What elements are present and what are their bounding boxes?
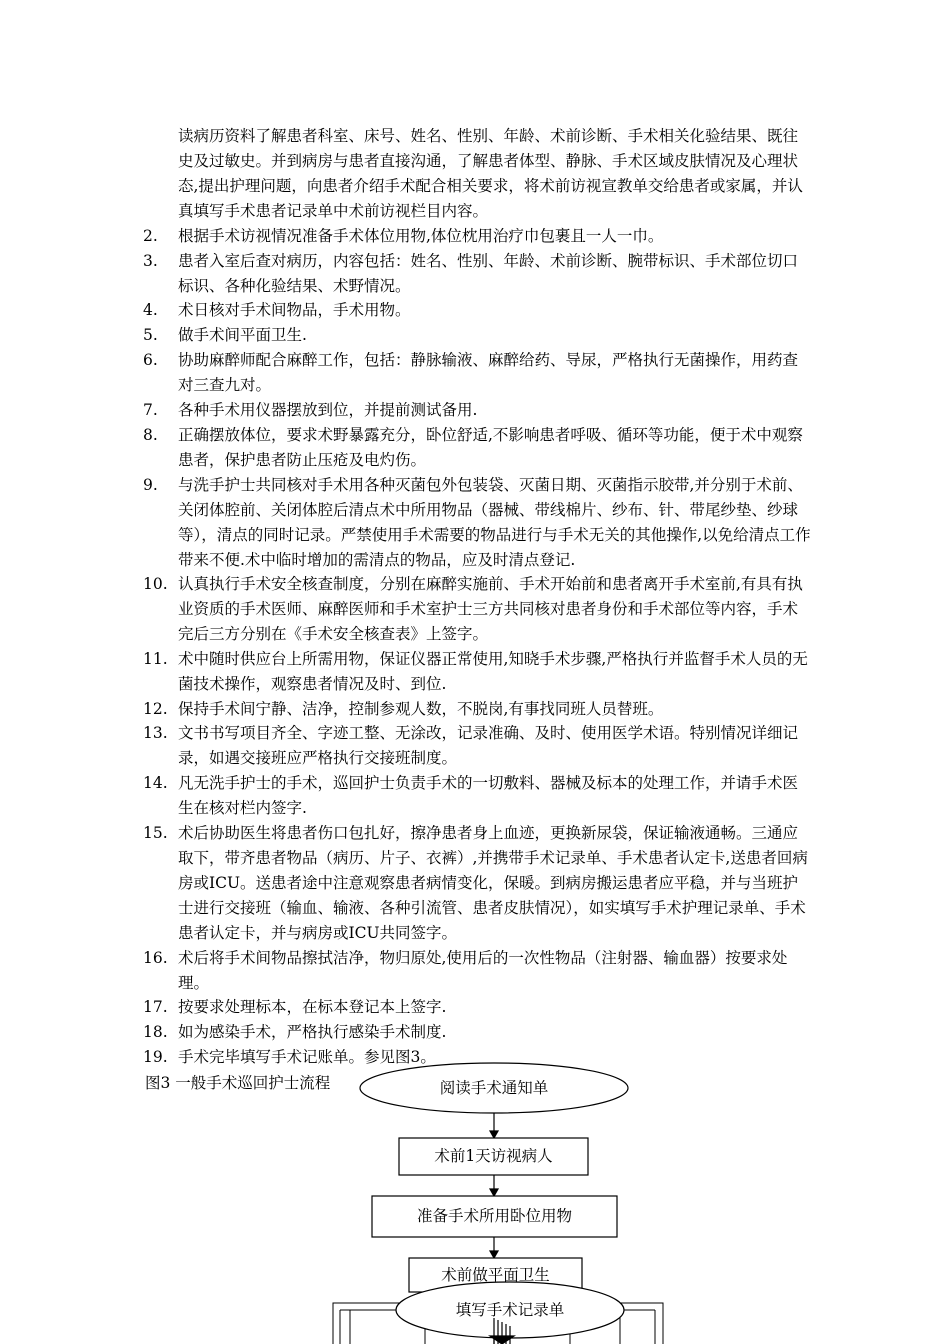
figure-caption: 图3 一般手术巡回护士流程 <box>145 1074 331 1092</box>
item-number: 18. <box>143 1023 168 1041</box>
item-text: 文书书写项目齐全、字迹工整、无涂改，记录准确、及时、使用医学术语。特别情况详细记录，如遇交接班应严格执行交接班制度。 <box>178 724 799 767</box>
arrowhead-1 <box>490 1131 498 1138</box>
flow-node-clean-label: 术前做平面卫生 <box>441 1266 550 1284</box>
item-text: 术中随时供应台上所需用物，保证仪器正常使用,知晓手术步骤,严格执行并监督手术人员的无菌技术操作，观察患者情况及时、到位. <box>178 650 808 693</box>
item-text: 做手术间平面卫生. <box>178 326 307 344</box>
flow-node-notice-label: 阅读手术通知单 <box>439 1079 549 1097</box>
arrowhead-3 <box>490 1251 498 1258</box>
item-number: 3. <box>143 252 158 270</box>
item-number: 12. <box>143 700 168 718</box>
item-number: 13. <box>143 724 168 742</box>
item-text: 各种手术用仪器摆放到位，并提前测试备用. <box>178 401 478 419</box>
item-number: 9. <box>143 476 158 494</box>
item-number: 15. <box>143 824 168 842</box>
item-number: 2. <box>143 227 158 245</box>
item-number: 17. <box>143 998 168 1016</box>
item-text: 根据手术访视情况准备手术体位用物,体位枕用治疗巾包裹且一人一巾。 <box>178 227 664 245</box>
item-text: 按要求处理标本，在标本登记本上签字. <box>178 998 447 1016</box>
arrowhead-2 <box>490 1189 498 1196</box>
item-number: 8. <box>143 426 158 444</box>
item-number: 11. <box>143 650 168 668</box>
item-text: 认真执行手术安全核查制度，分别在麻醉实施前、手术开始前和患者离开手术室前,有具有执业资质的手术医师、麻醉医师和手术室护士三方共同核对患者身份和手术部位等内容，手术完后三方分别在《手术安全核查表》上签字。 <box>178 575 803 643</box>
flow-node-prepare-label: 准备手术所用卧位用物 <box>416 1207 572 1225</box>
item-text: 协助麻醉师配合麻醉工作，包括：静脉输液、麻醉给药、导尿，严格执行无菌操作，用药查对三查九对。 <box>178 351 799 394</box>
flow-node-visit-label: 术前1天访视病人 <box>434 1147 553 1165</box>
item-text: 患者入室后查对病历，内容包括：姓名、性别、年龄、术前诊断、腕带标识、手术部位切口标识、各种化验结果、术野情况。 <box>178 252 799 295</box>
item-number: 16. <box>143 949 168 967</box>
item-number: 5. <box>143 326 158 344</box>
item-text: 手术完毕填写手术记账单。参见图3。 <box>178 1048 436 1066</box>
item-text: 术后协助医生将患者伤口包扎好，擦净患者身上血迹，更换新尿袋，保证输液通畅。三通应取下，带齐患者物品（病历、片子、衣裤）,并携带手术记录单、手术患者认定卡,送患者回病房或ICU。送患者途中注意观察患者病情变化，保暖。到病房搬运患者应平稳，并与当班护士进行交接班（输血、输液、各种引流管、患者皮肤情况），如实填写手术护理记录单、手术患者认定卡，并与病房或ICU共同签字。 <box>178 824 808 942</box>
item-number: 10. <box>143 575 168 593</box>
item-number: 19. <box>143 1048 168 1066</box>
intro-paragraph: 读病历资料了解患者科室、床号、姓名、性别、年龄、术前诊断、手术相关化验结果、既往史及过敏史。并到病房与患者直接沟通，了解患者体型、静脉、手术区域皮肤情况及心理状态,提出护理问题，向患者介绍手术配合相关要求，将术前访视宣教单交给患者或家属，并认真填写手术患者记录单中术前访视栏目内容。 <box>178 127 803 220</box>
flow-node-record-label: 填写手术记录单 <box>455 1301 565 1319</box>
item-text: 如为感染手术，严格执行感染手术制度. <box>178 1023 447 1041</box>
item-text: 正确摆放体位，要求术野暴露充分，卧位舒适,不影响患者呼吸、循环等功能，便于术中观察患者，保护患者防止压疮及电灼伤。 <box>178 426 803 469</box>
item-number: 14. <box>143 774 168 792</box>
item-text: 与洗手护士共同核对手术用各种灭菌包外包装袋、灭菌日期、灭菌指示胶带,并分别于术前、关闭体腔前、关闭体腔后清点术中所用物品（器械、带线棉片、纱布、针、带尾纱垫、纱球等），清点的同时记录。严禁使用手术需要的物品进行与手术无关的其他操作,以免给清点工作带来不便.术中临时增加的需清点的物品，应及时清点登记. <box>178 476 811 569</box>
item-text: 凡无洗手护士的手术，巡回护士负责手术的一切敷料、器械及标本的处理工作，并请手术医生在核对栏内签字. <box>178 774 799 817</box>
item-text: 术后将手术间物品擦拭洁净，物归原处,使用后的一次性物品（注射器、输血器）按要求处理。 <box>178 949 788 992</box>
item-text: 术日核对手术间物品，手术用物。 <box>178 301 411 319</box>
item-text: 保持手术间宁静、洁净，控制参观人数，不脱岗,有事找同班人员替班。 <box>178 700 664 718</box>
item-number: 6. <box>143 351 158 369</box>
item-number: 4. <box>143 301 158 319</box>
item-number: 7. <box>143 401 158 419</box>
